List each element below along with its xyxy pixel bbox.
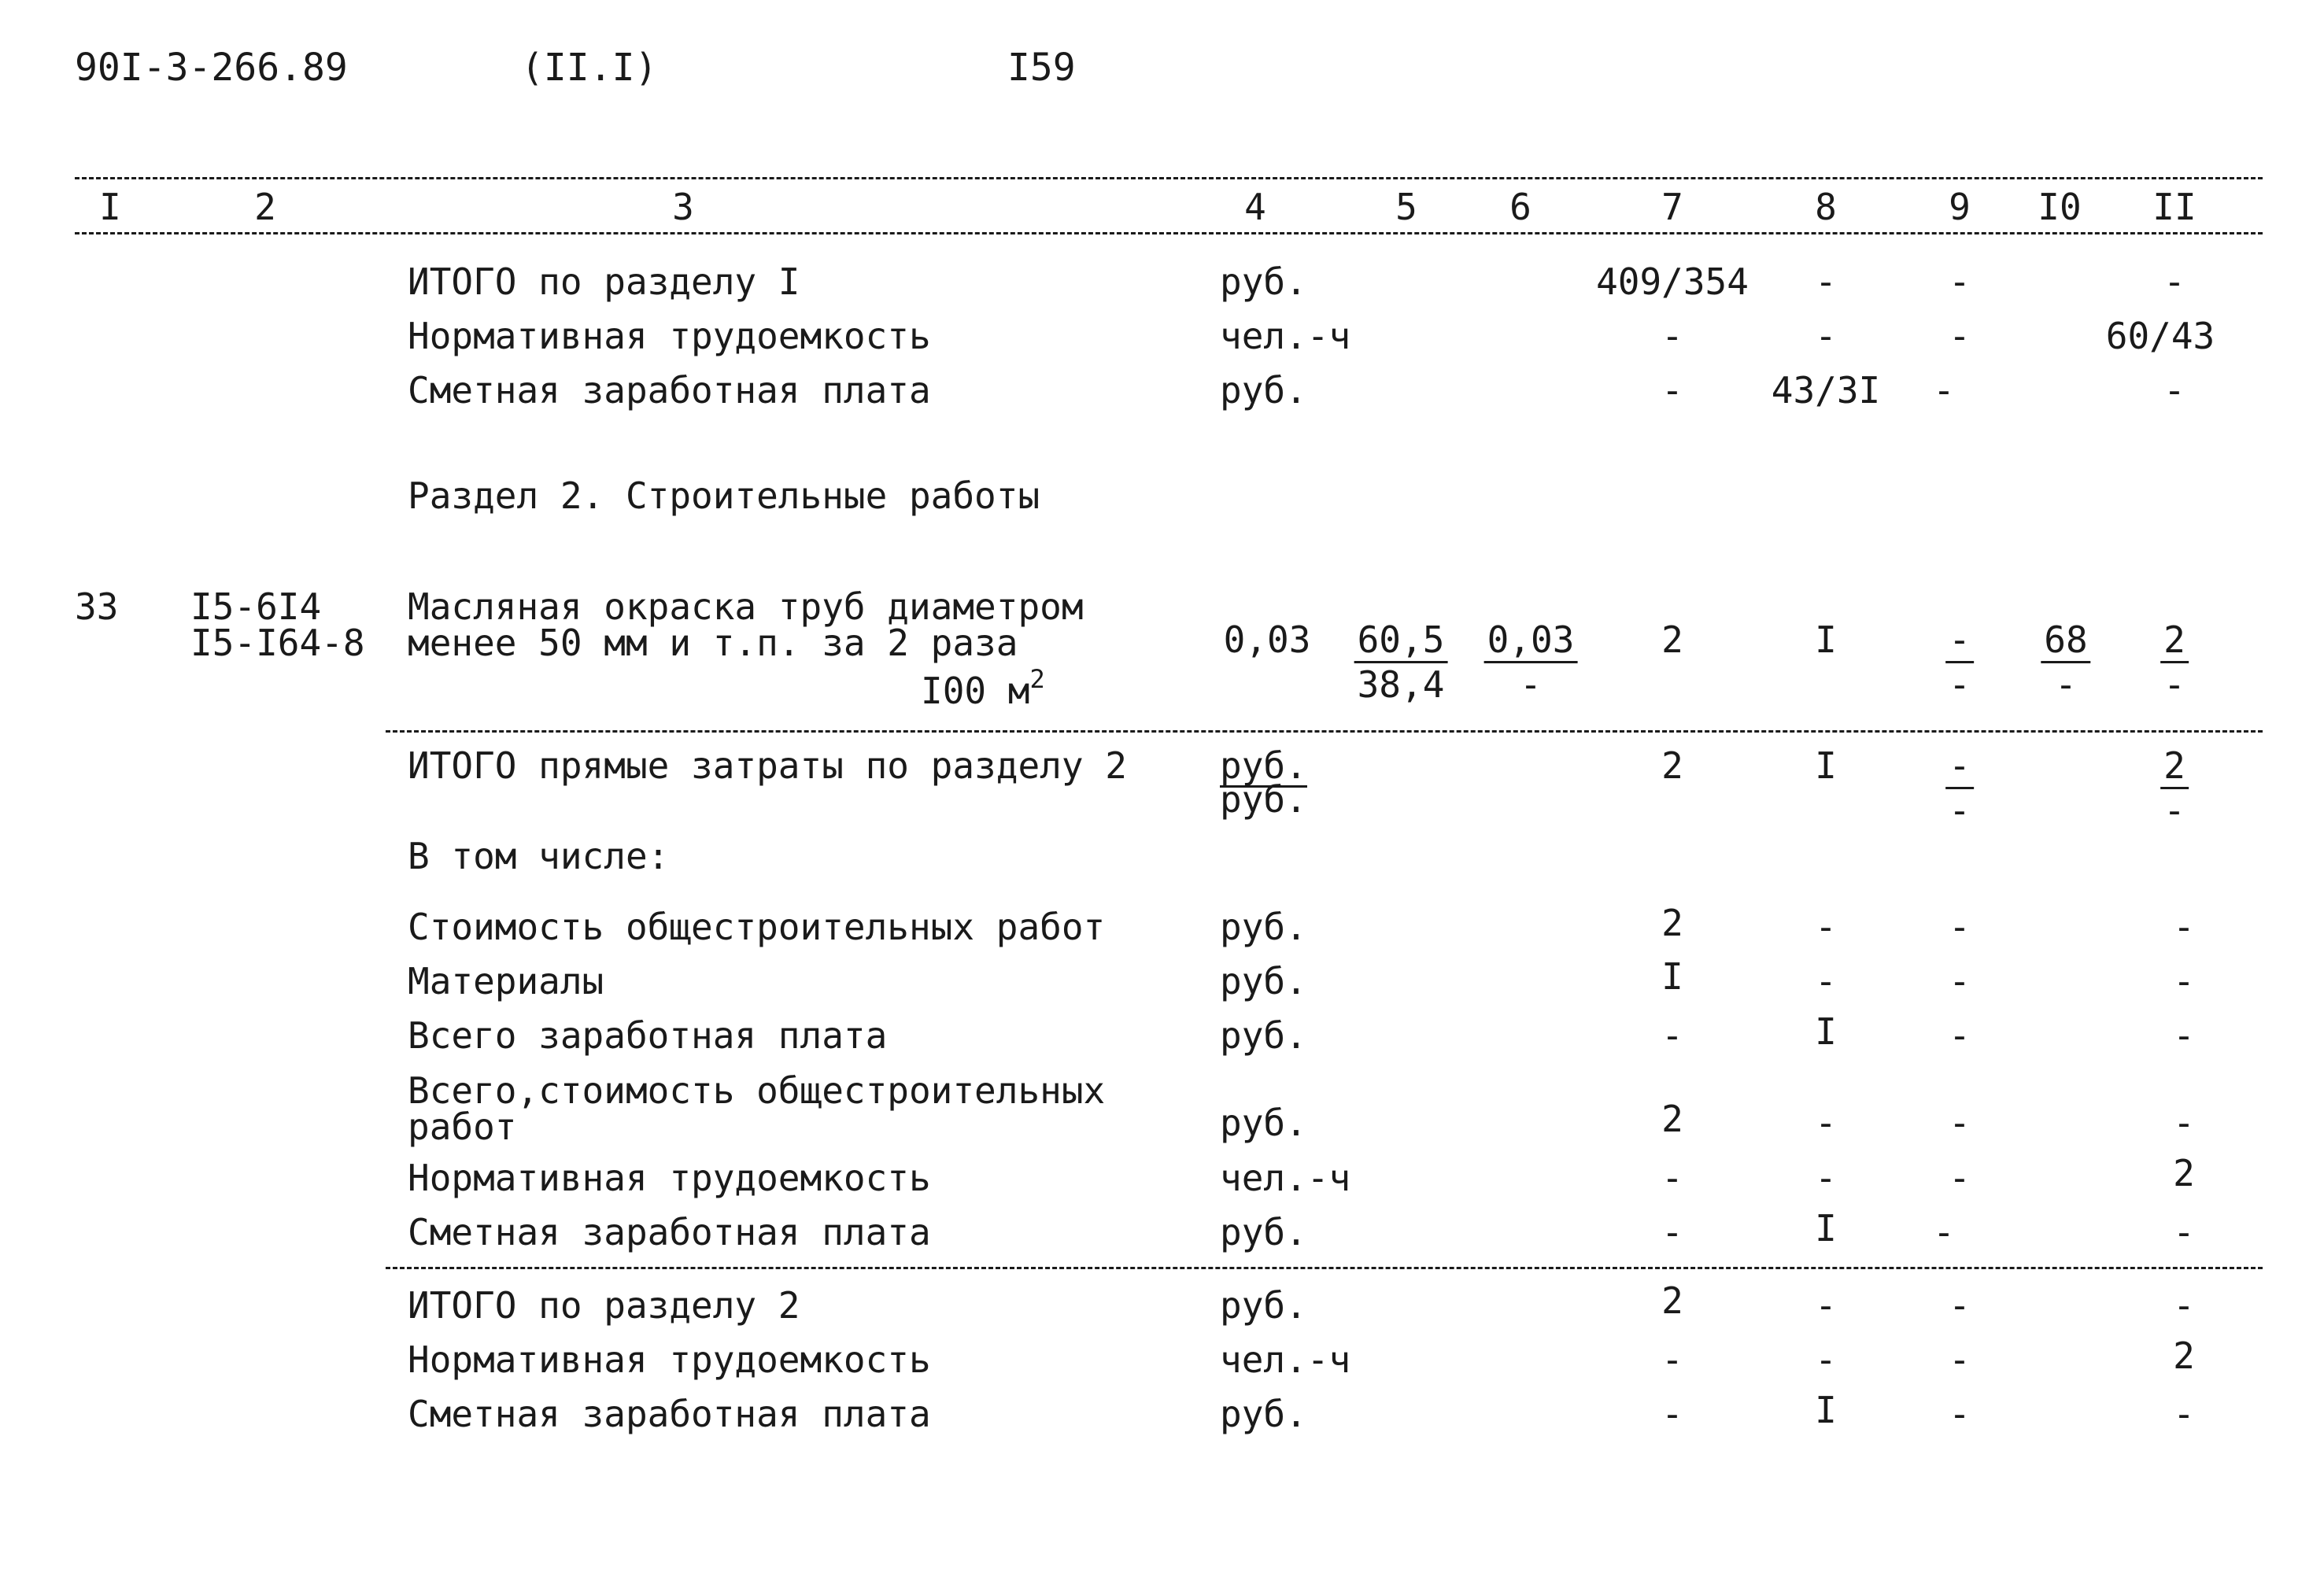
row-label: ИТОГО по разделу 2 xyxy=(408,1284,800,1327)
item-description: Масляная окраска труб диаметром xyxy=(408,585,1084,628)
cell-col8: - xyxy=(1815,1284,1837,1327)
cell-col11: - xyxy=(2173,1102,2195,1144)
cell-col7: 2 xyxy=(1661,618,1683,661)
row-unit: руб. xyxy=(1220,1102,1307,1144)
cell-col8: - xyxy=(1815,1102,1837,1144)
col-header-2: 2 xyxy=(254,186,276,228)
price-code: I5-6I4 xyxy=(190,585,322,628)
price-code: I5-I64-8 xyxy=(190,622,365,664)
cell-col9: - xyxy=(1933,369,1955,412)
including-label: В том числе: xyxy=(408,835,670,877)
cell-col9: - xyxy=(1949,1338,1971,1381)
row-label: ИТОГО по разделу I xyxy=(408,260,800,303)
row-label: Нормативная трудоемкость xyxy=(408,1338,931,1381)
cell-col9: - xyxy=(1949,906,1971,948)
col-header-6: 6 xyxy=(1509,186,1531,228)
cell-col7: - xyxy=(1661,1014,1683,1057)
cell-col11: - xyxy=(2163,260,2185,303)
row-unit: руб. xyxy=(1220,1014,1307,1057)
cell-col8: - xyxy=(1815,1157,1837,1199)
cell-col8: I xyxy=(1815,1207,1837,1250)
cell-col11: - xyxy=(2163,369,2185,412)
fraction-col9: - - xyxy=(1945,622,1974,703)
col-header-5: 5 xyxy=(1395,186,1417,228)
cell-col9: - xyxy=(1949,1157,1971,1199)
col-header-1: I xyxy=(99,186,121,228)
header-top-rule xyxy=(75,177,2263,179)
cell-col9: - xyxy=(1949,1014,1971,1057)
row-unit: руб. xyxy=(1220,1211,1307,1253)
col-header-3: 3 xyxy=(672,186,694,228)
row-unit: руб. xyxy=(1220,960,1307,1002)
unit-fraction: руб. руб. xyxy=(1220,744,1307,821)
row-unit: чел.-ч xyxy=(1220,315,1351,357)
row-unit: руб. xyxy=(1220,369,1307,412)
cell-col8: - xyxy=(1815,1338,1837,1381)
row-label: Сметная заработная плата xyxy=(408,1393,931,1435)
cell-col9: - xyxy=(1949,1393,1971,1435)
fraction-col11: 2 - xyxy=(2160,622,2189,703)
row-label: Нормативная трудоемкость xyxy=(408,1157,931,1199)
cell-col7: - xyxy=(1661,1338,1683,1381)
cell-col11: 60/43 xyxy=(2105,315,2215,357)
page-number: I59 xyxy=(1007,46,1076,90)
cell-col7: 2 xyxy=(1661,1098,1683,1140)
cell-col9: - xyxy=(1949,315,1971,357)
row-label: ИТОГО прямые затраты по разделу 2 xyxy=(408,744,1127,787)
cell-col7: - xyxy=(1661,369,1683,412)
cell-col7: I xyxy=(1661,955,1683,998)
col-header-11: II xyxy=(2152,186,2197,228)
fraction-col5: $\frac{60,5}{38,4}$ xyxy=(1354,622,1448,703)
col-header-7: 7 xyxy=(1661,186,1683,228)
col-header-9: 9 xyxy=(1949,186,1971,228)
cell-col8: - xyxy=(1815,906,1837,948)
cell-col9: - xyxy=(1949,960,1971,1002)
row-label: Стоимость общестроительных работ xyxy=(408,906,1106,948)
section-code: (II.I) xyxy=(521,46,658,90)
row-unit: руб. xyxy=(1220,1284,1307,1327)
item-description: менее 50 мм и т.п. за 2 раза xyxy=(408,622,1018,664)
row-unit: руб. xyxy=(1220,1393,1307,1435)
cell-col11: 2 xyxy=(2173,1152,2195,1194)
cell-col8: 43/3I xyxy=(1771,369,1881,412)
row-unit: чел.-ч xyxy=(1220,1338,1351,1381)
measure-unit: I00 $м^2$ xyxy=(921,664,1045,712)
row-label-cont: работ xyxy=(408,1106,517,1148)
row-label: Материалы xyxy=(408,960,604,1002)
item-rule xyxy=(386,730,2263,733)
row-label: Всего,стоимость общестроительных xyxy=(408,1069,1106,1112)
section-title: Раздел 2. Строительные работы xyxy=(408,474,1040,517)
cell-col7: - xyxy=(1661,1211,1683,1253)
col-header-8: 8 xyxy=(1815,186,1837,228)
row-label: Всего заработная плата xyxy=(408,1014,888,1057)
cell-col8: I xyxy=(1815,744,1837,787)
cell-col7: - xyxy=(1661,1393,1683,1435)
cell-col8: - xyxy=(1815,315,1837,357)
cell-col11: - xyxy=(2173,1211,2195,1253)
cell-col7: 2 xyxy=(1661,902,1683,944)
header-bottom-rule xyxy=(75,232,2263,234)
col-header-10: I0 xyxy=(2038,186,2082,228)
row-unit: чел.-ч xyxy=(1220,1157,1351,1199)
cell-col9: - xyxy=(1949,1284,1971,1327)
cell-col8: I xyxy=(1815,1010,1837,1053)
fraction-col10: 68 - xyxy=(2041,622,2090,703)
cell-col11: 2 xyxy=(2173,1335,2195,1377)
document-code: 90I-3-266.89 xyxy=(75,46,348,90)
row-unit: руб. xyxy=(1220,260,1307,303)
row-label: Сметная заработная плата xyxy=(408,369,931,412)
cell-col7: 2 xyxy=(1661,1279,1683,1322)
cell-col7: - xyxy=(1661,1157,1683,1199)
fraction-col11: 2 - xyxy=(2160,748,2189,829)
col-header-4: 4 xyxy=(1244,186,1266,228)
cell-col8: - xyxy=(1815,960,1837,1002)
cell-col9: - xyxy=(1949,1102,1971,1144)
cell-col9: - xyxy=(1933,1211,1955,1253)
row-unit: руб. xyxy=(1220,906,1307,948)
cell-col8: I xyxy=(1815,1389,1837,1431)
cell-col8: - xyxy=(1815,260,1837,303)
cell-col11: - xyxy=(2173,1014,2195,1057)
cell-col11: - xyxy=(2173,906,2195,948)
cell-col11: - xyxy=(2173,1284,2195,1327)
cell-col4: 0,03 xyxy=(1223,618,1311,661)
row-label: Нормативная трудоемкость xyxy=(408,315,931,357)
cell-col8: I xyxy=(1815,618,1837,661)
section-total-rule xyxy=(386,1267,2263,1269)
cell-col9: - xyxy=(1949,260,1971,303)
row-label: Сметная заработная плата xyxy=(408,1211,931,1253)
cell-col7: 409/354 xyxy=(1596,260,1749,303)
item-number: 33 xyxy=(75,585,119,628)
fraction-col6: 0,03 - xyxy=(1484,622,1578,703)
cell-col11: - xyxy=(2173,960,2195,1002)
fraction-col9: - - xyxy=(1945,748,1974,829)
cell-col7: 2 xyxy=(1661,744,1683,787)
cell-col7: - xyxy=(1661,315,1683,357)
cell-col11: - xyxy=(2173,1393,2195,1435)
